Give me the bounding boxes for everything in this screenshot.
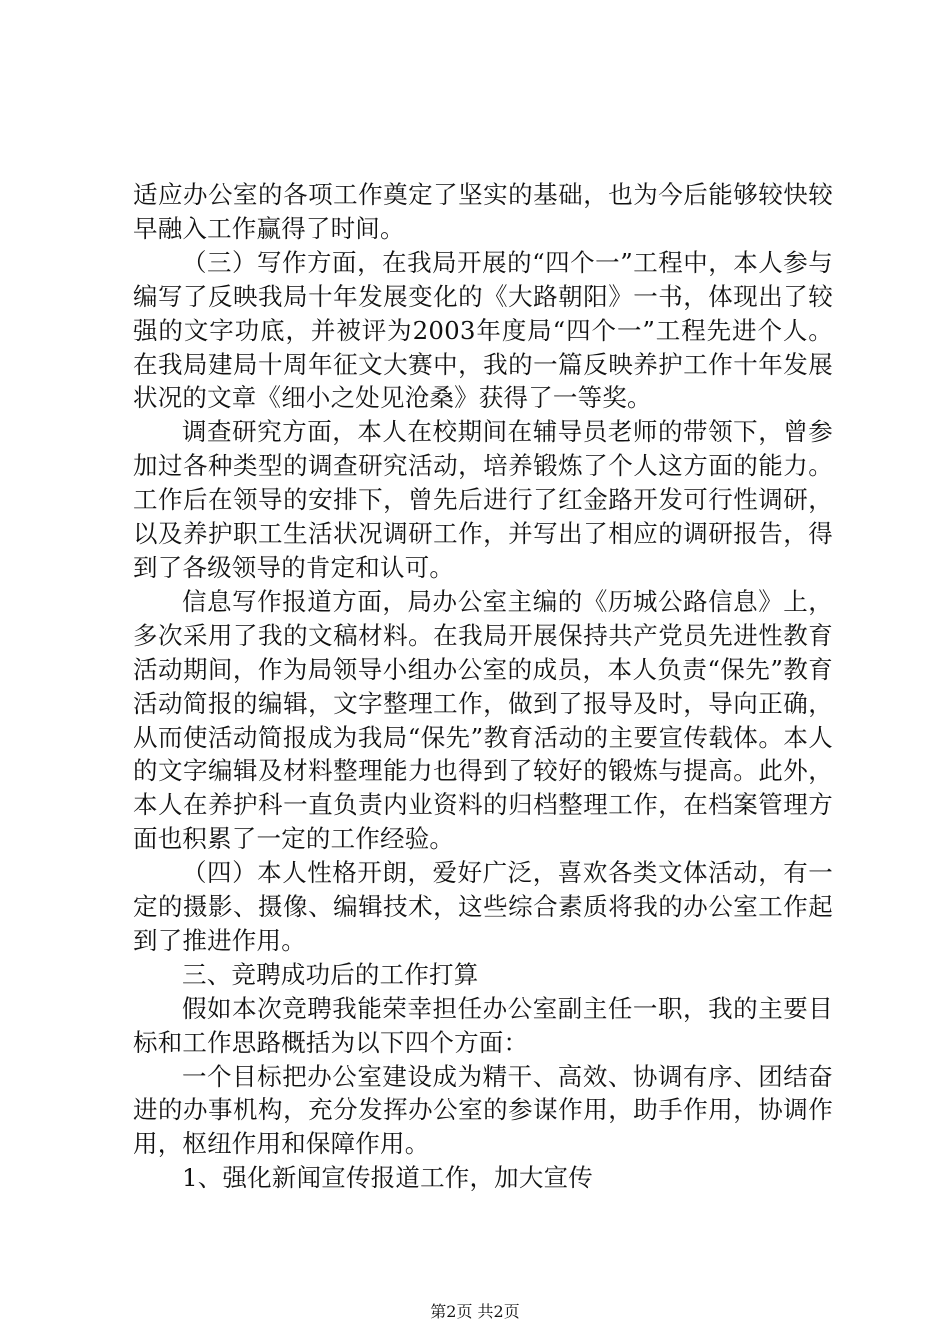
section-heading: 三、竞聘成功后的工作打算 bbox=[182, 959, 479, 989]
paragraph-1: 适应办公室的各项工作奠定了坚实的基础，也为今后能够较快较早融入工作赢得了时间。 bbox=[133, 180, 833, 243]
paragraph-7: 假如本次竞聘我能荣幸担任办公室副主任一职，我的主要目标和工作思路概括为以下四个方面： bbox=[133, 993, 833, 1057]
document-body bbox=[133, 178, 833, 1195]
paragraph-5: （四）本人性格开朗，爱好广泛，喜欢各类文体活动，有一定的摄影、摄像、编辑技术，这些综合素质将我的办公室工作起到了推进作用。 bbox=[133, 858, 833, 955]
paragraph-4: 信息写作报道方面，局办公室主编的《历城公路信息》上，多次采用了我的文稿材料。在我局开展保持共产党员先进性教育活动期间，作为局领导小组办公室的成员，本人负责“保先”教育活动简报的编辑，文字整理工作，做到了报导及时，导向正确，从而使活动简报成为我局“保先”教育活动的主要宣传载体。本人的文字编辑及材料整理能力也得到了较好的锻炼与提高。此外，本人在养护科一直负责内业资料的归档整理工作，在档案管理方面也积累了一定的工作经验。 bbox=[133, 586, 833, 854]
page-footer: 第2页 共2页 bbox=[430, 1302, 520, 1321]
paragraph-2: （三）写作方面，在我局开展的“四个一”工程中，本人参与编写了反映我局十年发展变化的《大路朝阳》一书，体现出了较强的文字功底，并被评为2003年度局“四个一”工程先进个人。在我局建局十周年征文大赛中，我的一篇反映养护工作十年发展状况的文章《细小之处见沧桑》获得了一等奖。 bbox=[133, 247, 833, 413]
paragraph-3: 调查研究方面，本人在校期间在辅导员老师的带领下，曾参加过各种类型的调查研究活动，培养锻炼了个人这方面的能力。工作后在领导的安排下，曾先后进行了红金路开发可行性调研，以及养护职工生活状况调研工作，并写出了相应的调研报告，得到了各级领导的肯定和认可。 bbox=[133, 417, 833, 582]
paragraph-9: 1、强化新闻宣传报道工作，加大宣传 bbox=[182, 1163, 593, 1193]
paragraph-8: 一个目标把办公室建设成为精干、高效、协调有序、团结奋进的办事机构，充分发挥办公室的参谋作用，助手作用，协调作用，枢纽作用和保障作用。 bbox=[133, 1061, 833, 1159]
